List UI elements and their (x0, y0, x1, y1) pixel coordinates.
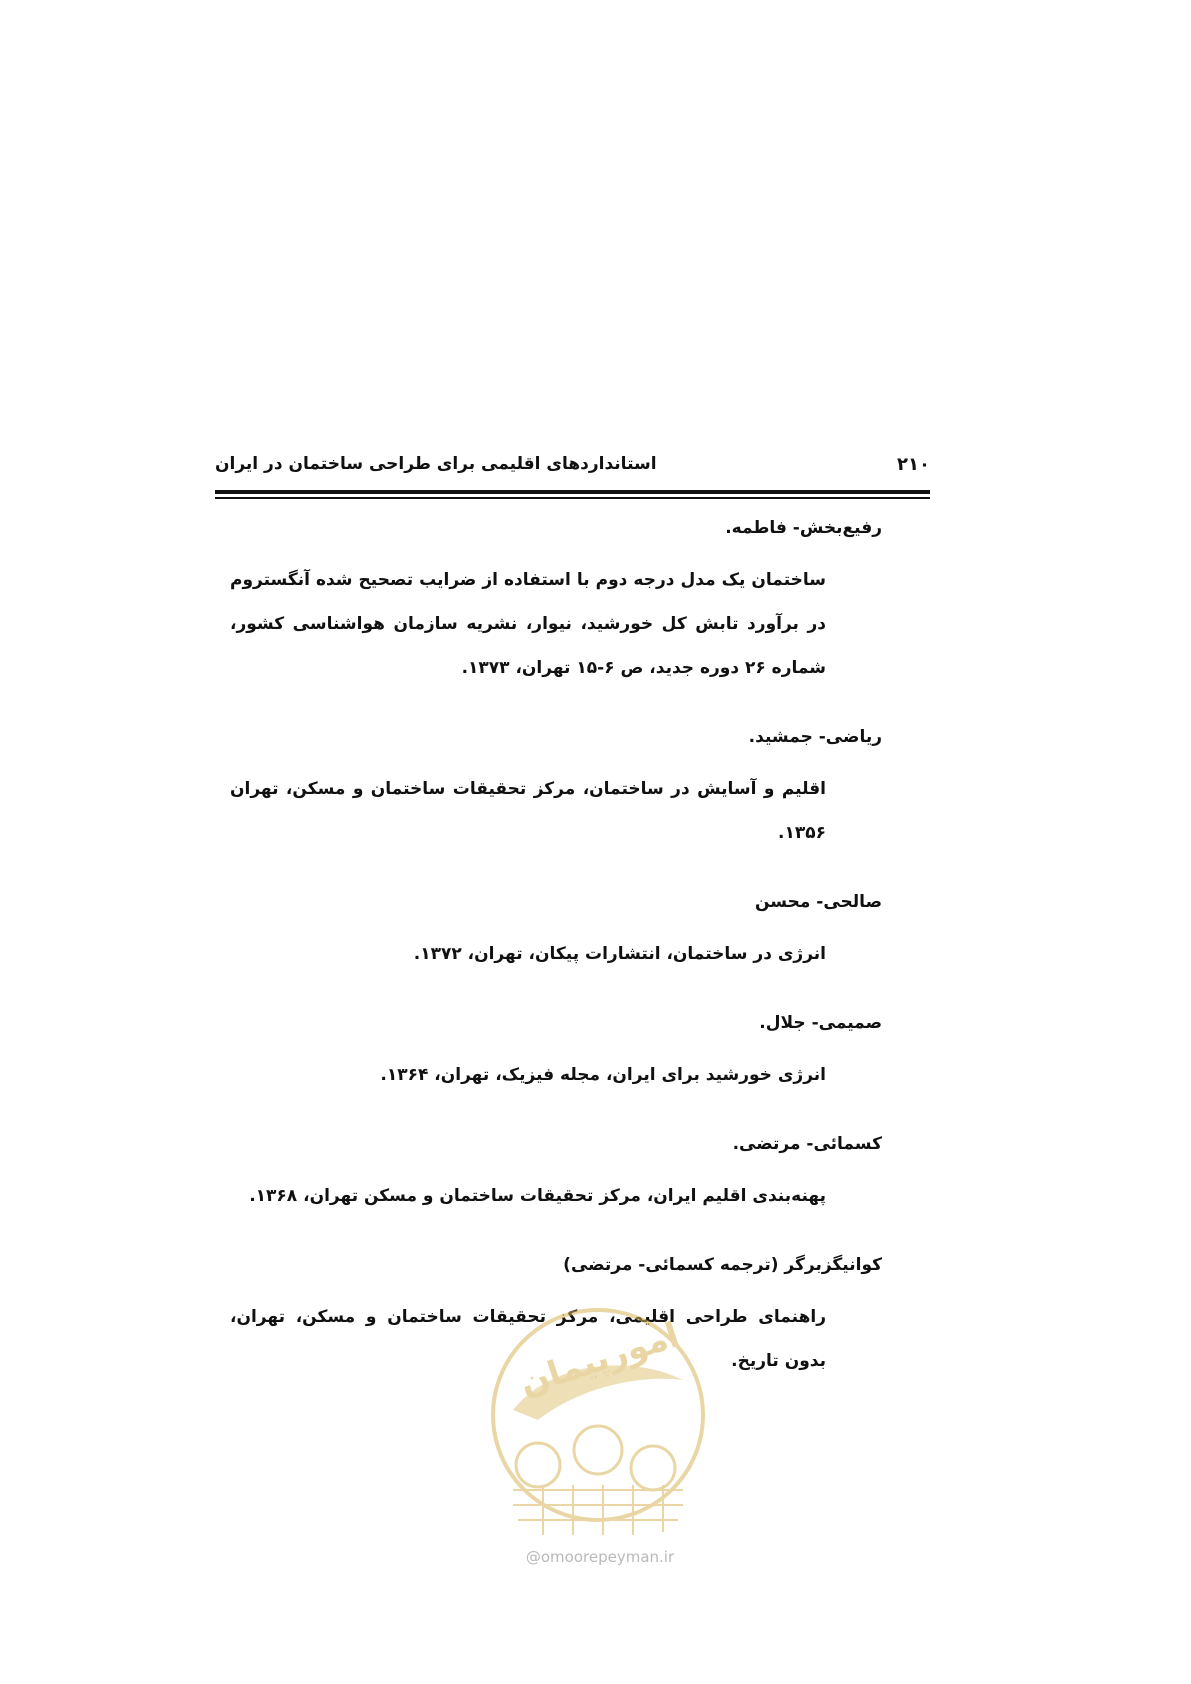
page-number: ۲۱۰ (897, 454, 930, 475)
reference-entry (230, 515, 882, 690)
watermark-logo (483, 1300, 713, 1560)
reference-entry (230, 1010, 882, 1097)
reference-text: پهنه‌بندی اقلیم ایران، مرکز تحقیقات ساختمان و مسکن تهران، ۱۳۶۸. (249, 1186, 826, 1206)
reference-author: کسمائی- مرتضی. (732, 1134, 882, 1154)
reference-text: ساختمان یک مدل درجه دوم با استفاده از ضرایب تصحیح شده آنگستروم در برآورد تابش کل خورشید، نیوار، نشریه سازمان هواشناسی کشور، شماره ۲۶ دوره جدید، ص ۶-۱۵ تهران، ۱۳۷۳. (230, 570, 826, 678)
bibliography-list (230, 515, 882, 1400)
reference-text: اقلیم و آسایش در ساختمان، مرکز تحقیقات ساختمان و مسکن، تهران ۱۳۵۶. (230, 779, 826, 843)
reference-entry (230, 889, 882, 976)
watermark-site: @omoorepeyman.ir (525, 1548, 675, 1566)
reference-text: راهنمای طراحی اقلیمی، مرکز تحقیقات ساختمان و مسکن، تهران، بدون تاریخ. (230, 1307, 826, 1371)
watermark-logo-lettering: امورپیمان (515, 1315, 685, 1405)
header-rule-thin (215, 497, 930, 499)
running-title: استانداردهای اقلیمی برای طراحی ساختمان در ایران (215, 454, 657, 474)
reference-text: انرژی خورشید برای ایران، مجله فیزیک، تهران، ۱۳۶۴. (380, 1065, 826, 1085)
reference-entry (230, 1131, 882, 1218)
reference-author: رفیع‌بخش- فاطمه. (725, 518, 882, 538)
page-header (215, 452, 930, 482)
reference-author: کوانیگزبرگر (ترجمه کسمائی- مرتضی) (563, 1255, 882, 1275)
reference-author: صمیمی- جلال. (759, 1013, 882, 1033)
reference-author: ریاضی- جمشید. (748, 727, 882, 747)
reference-author: صالحی- محسن (755, 892, 882, 912)
header-rule-thick (215, 490, 930, 494)
reference-text: انرژی در ساختمان، انتشارات پیکان، تهران، ۱۳۷۲. (413, 944, 826, 964)
reference-entry (230, 724, 882, 855)
at-icon: @ (525, 1548, 541, 1566)
